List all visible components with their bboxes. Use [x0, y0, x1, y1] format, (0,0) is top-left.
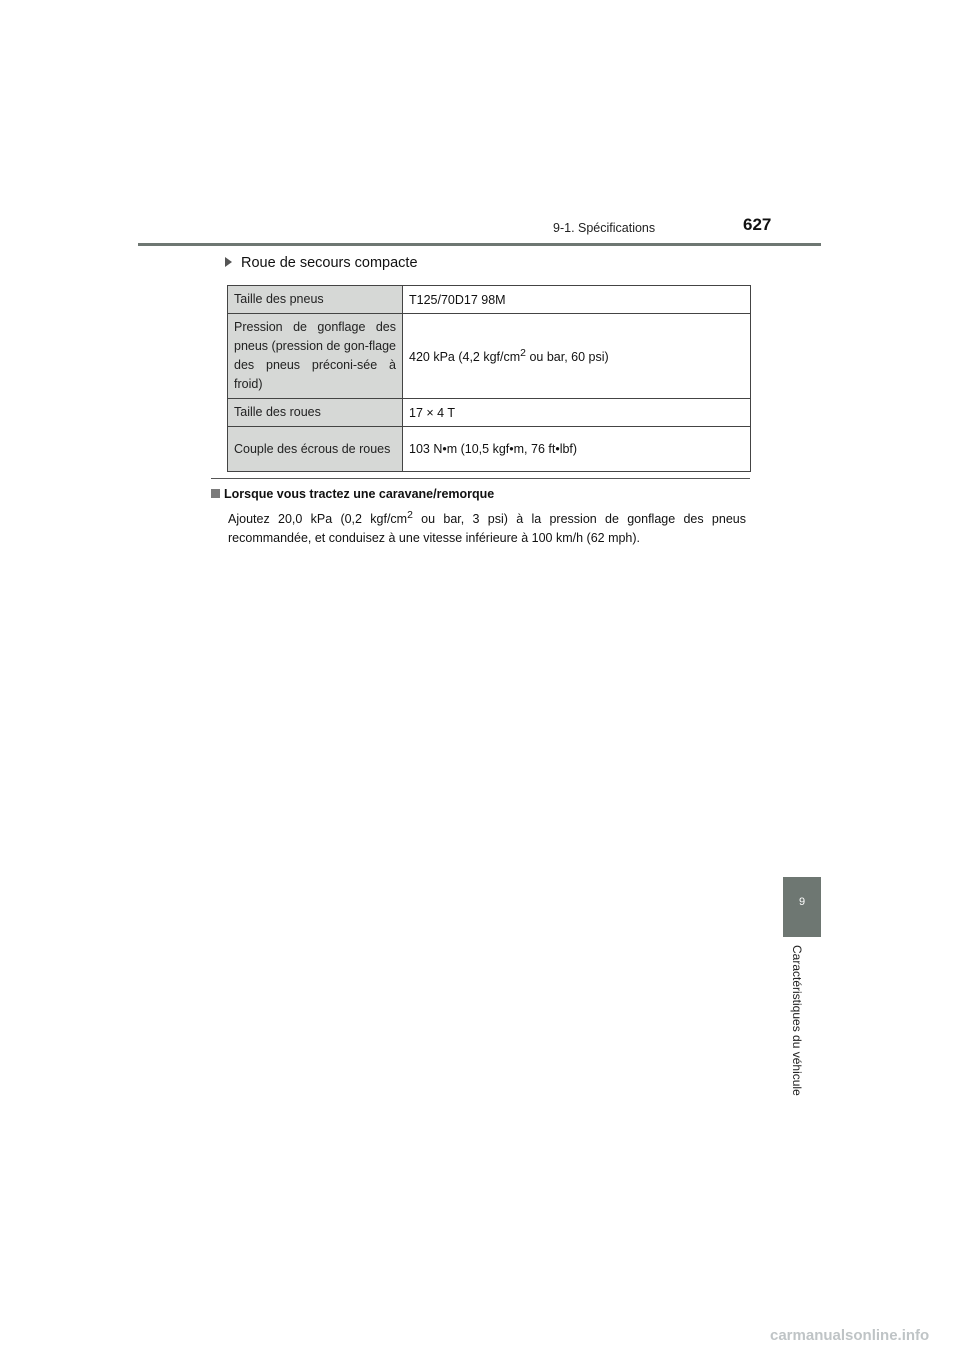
- note-text: Ajoutez 20,0 kPa (0,2 kgf/cm: [228, 512, 408, 527]
- row-value: 103 N•m (10,5 kgf•m, 76 ft•lbf): [403, 427, 751, 472]
- table-row: [228, 427, 751, 472]
- header-divider: [138, 243, 821, 246]
- row-label: Taille des roues: [228, 399, 403, 427]
- page-number: 627: [743, 215, 772, 234]
- note-text: ou bar, 3 psi) à la pression de gonflage des pneus recommandée, et conduisez à une vitesse inférieure à 100 km/h (62 mph).: [228, 512, 746, 546]
- superscript: 2: [520, 347, 526, 359]
- row-value: [403, 314, 751, 399]
- note-title: [211, 487, 494, 501]
- spec-table: [227, 285, 751, 472]
- value-text: 420 kPa (4,2 kgf/cm: [409, 350, 521, 365]
- note-body: [228, 506, 746, 548]
- row-label: Pression de gonflage des pneus (pression de gon-flage des pneus préconi-sée à froid): [228, 314, 403, 399]
- table-row: [228, 399, 751, 427]
- section-title: 9-1. Spécifications: [553, 221, 656, 235]
- superscript: 2: [407, 510, 413, 521]
- value-text: ou bar, 60 psi): [525, 350, 609, 365]
- subheading: [225, 255, 418, 271]
- chapter-tab: 9: [783, 877, 821, 937]
- table-row: [228, 286, 751, 314]
- square-bullet-icon: [211, 489, 220, 498]
- row-value: T125/70D17 98M: [403, 286, 751, 314]
- row-value: 17 × 4 T: [403, 399, 751, 427]
- subheading-text: Roue de secours compacte: [241, 255, 418, 271]
- section-divider: [211, 478, 750, 479]
- note-title-text: Lorsque vous tractez une caravane/remorque: [224, 487, 495, 501]
- row-label: Taille des pneus: [228, 286, 403, 314]
- triangle-bullet-icon: [225, 257, 232, 267]
- table-row: [228, 314, 751, 399]
- chapter-label: [788, 945, 808, 1110]
- chapter-label-text: Caractéristiques du véhicule: [790, 945, 804, 1096]
- watermark: carmanualsonline.info: [770, 1327, 930, 1344]
- row-label: Couple des écrous de roues: [228, 427, 403, 472]
